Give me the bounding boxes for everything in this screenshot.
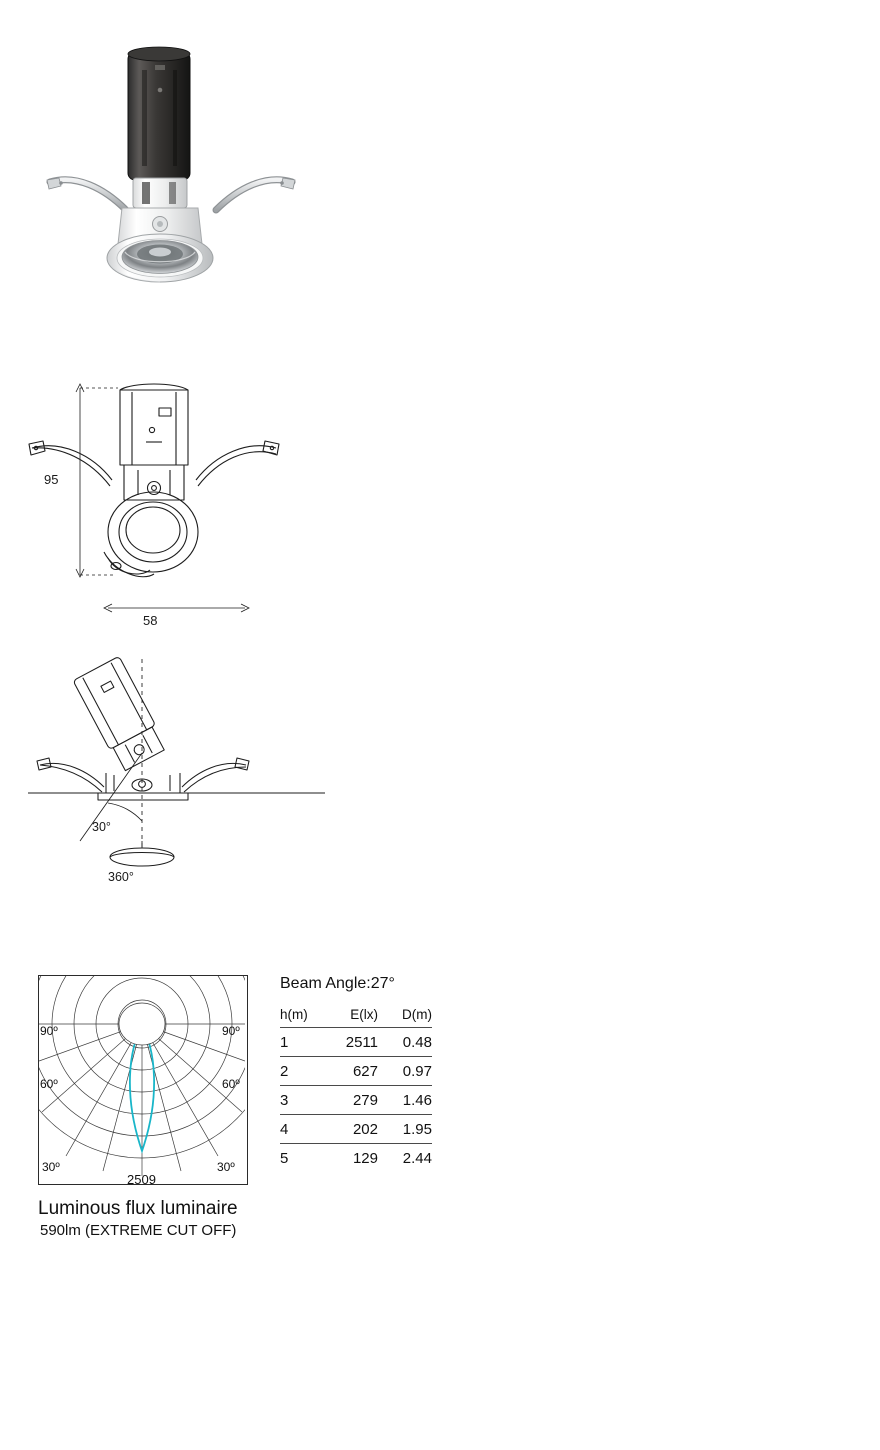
cell-d: 2.44 — [402, 1150, 432, 1167]
table-row — [280, 1086, 432, 1115]
polar-label-60-right: 60º — [222, 1077, 240, 1091]
polar-label-90-left: 90º — [40, 1024, 58, 1038]
cell-d: 0.48 — [378, 1028, 432, 1057]
cell-h: 4 — [280, 1115, 318, 1144]
luminous-flux-value: 590lm (EXTREME CUT OFF) — [40, 1222, 237, 1239]
cell-e: 129 — [352, 1150, 378, 1167]
tilt-angle-label: 30° — [92, 820, 111, 834]
table-header-row — [280, 1007, 432, 1028]
polar-label-60-left: 60º — [40, 1077, 58, 1091]
table-row — [280, 1144, 432, 1173]
cell-d: 1.95 — [378, 1115, 432, 1144]
beam-angle-label: Beam Angle:27° — [280, 975, 395, 992]
luminous-flux-title: Luminous flux luminaire — [38, 1198, 238, 1219]
cell-e: 627 — [318, 1057, 378, 1086]
cell-h: 3 — [280, 1086, 318, 1115]
cell-e: 2511 — [318, 1028, 378, 1057]
cell-e: 279 — [318, 1086, 378, 1115]
rotation-angle-label: 360° — [108, 870, 134, 884]
product-photo — [30, 30, 320, 290]
center-intensity-value: 2509 — [127, 1172, 156, 1187]
column-header-h: h(m) — [280, 1007, 318, 1028]
cell-h: 2 — [280, 1057, 318, 1086]
dimension-drawing — [20, 370, 340, 640]
table-row — [280, 1115, 432, 1144]
dimension-width-label: 58 — [143, 613, 158, 628]
cell-h: 1 — [280, 1028, 318, 1057]
table-row — [280, 1057, 432, 1086]
polar-label-90-right: 90º — [222, 1024, 240, 1038]
polar-label-30-left: 30º — [42, 1160, 60, 1174]
table-row — [280, 1028, 432, 1057]
cell-h: 5 — [280, 1150, 289, 1167]
cell-d: 0.97 — [378, 1057, 432, 1086]
beam-data-table — [280, 1007, 432, 1172]
photometric-polar-diagram — [38, 975, 248, 1185]
tilt-rotation-drawing — [20, 645, 340, 895]
cell-e: 202 — [318, 1115, 378, 1144]
cell-d: 1.46 — [378, 1086, 432, 1115]
column-header-d: D(m) — [378, 1007, 432, 1028]
polar-label-30-right: 30º — [217, 1160, 235, 1174]
dimension-height-label: 95 — [44, 472, 59, 487]
beam-data-block — [280, 975, 432, 1172]
column-header-e: E(lx) — [318, 1007, 378, 1028]
